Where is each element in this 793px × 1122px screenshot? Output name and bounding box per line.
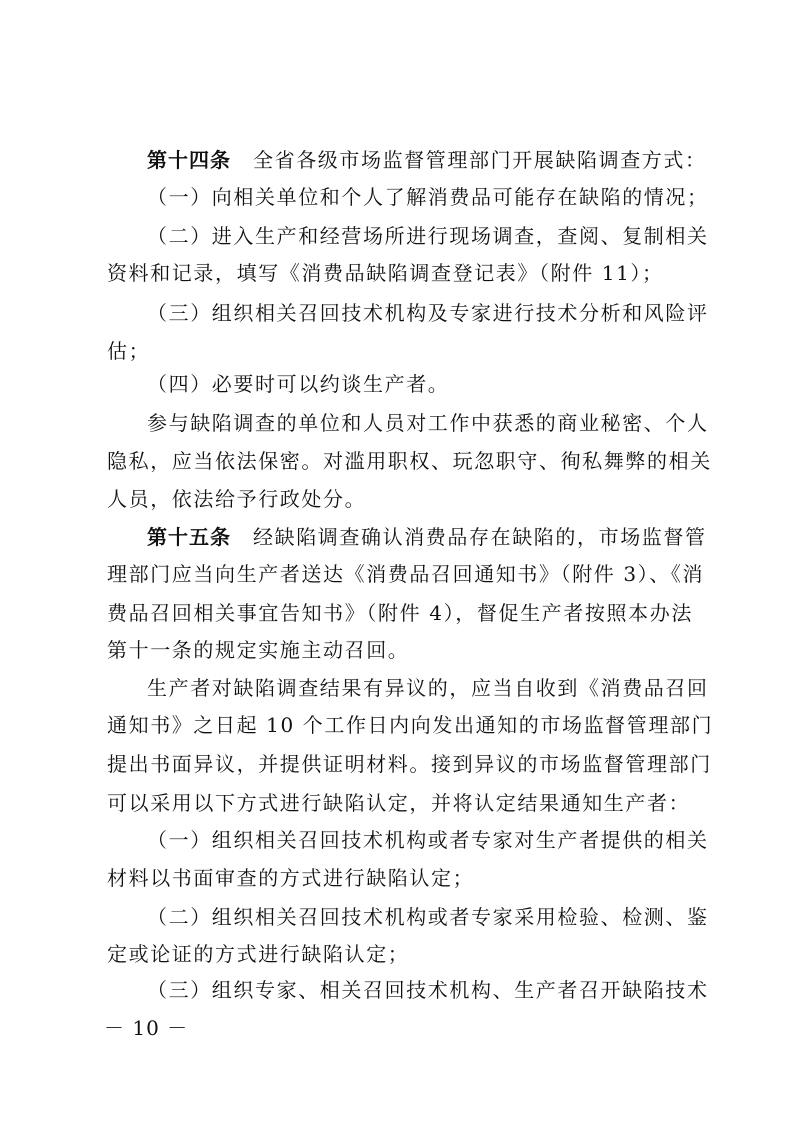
article15-item3-line1: （三）组织专家、相关召回技术机构、生产者召开缺陷技术	[147, 978, 709, 1002]
article15-para-line3: 提出书面异议，并提供证明材料。接到异议的市场监督管理部门	[107, 752, 712, 776]
article14-item2-line2: 资料和记录，填写《消费品缺陷调查登记表》（附件 11）；	[107, 261, 664, 285]
article14-item1: （一）向相关单位和个人了解消费品可能存在缺陷的情况；	[147, 185, 709, 209]
article15-para-line4: 可以采用以下方式进行缺陷认定，并将认定结果通知生产者：	[107, 791, 691, 815]
article15-para-line2: 通知书》之日起 10 个工作日内向发出通知的市场监督管理部门	[107, 713, 714, 737]
article15-heading-line	[147, 519, 707, 555]
article15-para-line1: 生产者对缺陷调查结果有异议的，应当自收到《消费品召回	[147, 676, 709, 700]
article15-item1-line2: 材料以书面审查的方式进行缺陷认定；	[107, 866, 475, 890]
article15-line1: 经缺陷调查确认消费品存在缺陷的，市场监督管	[253, 525, 707, 549]
article14-item2-line1: （二）进入生产和经营场所进行现场调查，查阅、复制相关	[147, 224, 709, 248]
article15-heading: 第十五条	[147, 525, 231, 549]
article15-line2: 理部门应当向生产者送达《消费品召回通知书》（附件 3）、《消	[107, 562, 705, 586]
article15-line4: 第十一条的规定实施主动召回。	[107, 638, 410, 662]
article15-item2-line2: 定或论证的方式进行缺陷认定；	[107, 942, 410, 966]
article15-line3: 费品召回相关事宜告知书》（附件 4），督促生产者按照本办法	[107, 601, 693, 625]
article14-para-line3: 人员，依法给予行政处分。	[107, 487, 367, 511]
article14-para-line2: 隐私，应当依法保密。对滥用职权、玩忽职守、徇私舞弊的相关	[107, 449, 712, 473]
article14-item3-line1: （三）组织相关召回技术机构及专家进行技术分析和风险评	[147, 301, 709, 325]
article14-item4: （四）必要时可以约谈生产者。	[147, 372, 450, 396]
article14-item3-line2: 估；	[107, 339, 151, 363]
article14-intro: 全省各级市场监督管理部门开展缺陷调查方式：	[253, 148, 707, 172]
article14-heading: 第十四条	[147, 148, 231, 172]
article15-item1-line1: （一）组织相关召回技术机构或者专家对生产者提供的相关	[147, 828, 709, 852]
page-number: － 10 －	[104, 1016, 189, 1040]
article14-para-line1: 参与缺陷调查的单位和人员对工作中获悉的商业秘密、个人	[147, 411, 709, 435]
article15-item2-line1: （二）组织相关召回技术机构或者专家采用检验、检测、鉴	[147, 905, 709, 929]
article14-heading-line	[147, 142, 707, 178]
